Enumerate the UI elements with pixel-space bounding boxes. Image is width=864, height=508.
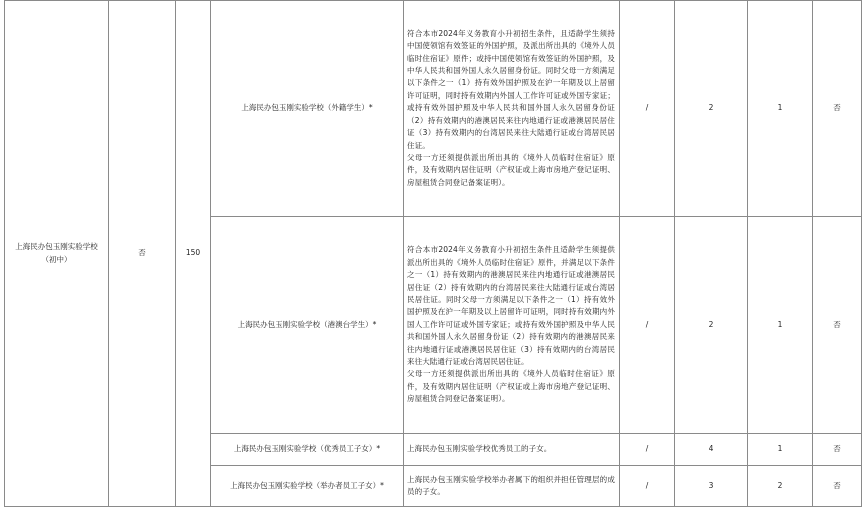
program-name: 上海民办包玉刚实验学校（优秀员工子女）* (211, 434, 404, 466)
program-col2: 2 (675, 217, 748, 434)
program-col2: 4 (675, 434, 748, 466)
program-col3: 2 (748, 466, 813, 507)
school-level: （初中） (41, 254, 72, 264)
condition-paragraph: 上海民办包玉刚实验学校举办者属下的组织并担任管理层的成员的子女。 (407, 474, 615, 496)
admission-table (4, 0, 862, 507)
program-col1: / (620, 434, 675, 466)
program-col3: 1 (748, 1, 813, 217)
program-col1: / (620, 1, 675, 217)
condition-paragraph: 上海民办包玉刚实验学校优秀员工的子女。 (407, 444, 552, 454)
program-col1: / (620, 466, 675, 507)
condition-paragraph: 符合本市2024年义务教育小升初招生条件且适龄学生须提供派出所出具的《境外人员临时住宿证》原件，并满足以下条件之一（1）持有效期内的港澳居民来往内地通行证或港澳居民居住证（2）持有效期内的台湾居民来往大陆通行证或台湾居民居住证。同时父母一方须满足以下条件之一（1）持有效外国护照及在沪一年期及以上居留许可证明，同时持有效期内外国人工作许可证或外国专家证；或持有效外国护照及中华人民共和国外国人永久居留身份证（2）持有效期内的港澳居民来往内地通行证或港澳居民居住证（3）持有效期内的台湾居民来往大陆通行证或台湾居民居住证。 (407, 245, 615, 367)
program-conditions (404, 217, 620, 434)
program-col3: 1 (748, 217, 813, 434)
program-col1: / (620, 217, 675, 434)
table-row (5, 1, 862, 217)
school-flag: 否 (109, 1, 176, 507)
school-name-cell (5, 1, 109, 507)
program-col3: 1 (748, 434, 813, 466)
program-col2: 3 (675, 466, 748, 507)
program-col4: 否 (813, 434, 862, 466)
school-name: 上海民办包玉刚实验学校 (15, 242, 98, 252)
school-quota: 150 (176, 1, 211, 507)
program-name: 上海民办包玉刚实验学校（港澳台学生）* (211, 217, 404, 434)
program-conditions (404, 1, 620, 217)
program-col2: 2 (675, 1, 748, 217)
program-conditions (404, 434, 620, 466)
condition-paragraph: 父母一方还须提供派出所出具的《境外人员临时住宿证》原件，及有效期内居住证明（产权证或上海市房地产登记证明、房屋租赁合同登记备案证明）。 (407, 369, 615, 404)
program-col4: 否 (813, 466, 862, 507)
program-name: 上海民办包玉刚实验学校（外籍学生）* (211, 1, 404, 217)
program-col4: 否 (813, 1, 862, 217)
program-col4: 否 (813, 217, 862, 434)
condition-paragraph: 符合本市2024年义务教育小升初招生条件，且适龄学生须持中国使领馆有效签证的外国护照，及派出所出具的《境外人员临时住宿证》原件；或持中国使领馆有效签证的外国护照，及中华人民共和国外国人永久居留身份证。同时父母一方须满足以下条件之一（1）持有效外国护照及在沪一年期及以上居留许可证明，同时持有效期内外国人工作许可证或外国专家证；或持有效外国护照及中华人民共和国外国人永久居留身份证（2）持有效期内的港澳居民来往内地通行证或港澳居民居住证（3）持有效期内的台湾居民来往大陆通行证或台湾居民居住证。 (407, 28, 615, 150)
condition-paragraph: 父母一方还须提供派出所出具的《境外人员临时住宿证》原件，及有效期内居住证明（产权证或上海市房地产登记证明、房屋租赁合同登记备案证明）。 (407, 152, 615, 187)
program-name: 上海民办包玉刚实验学校（举办者员工子女）* (211, 466, 404, 507)
program-conditions (404, 466, 620, 507)
